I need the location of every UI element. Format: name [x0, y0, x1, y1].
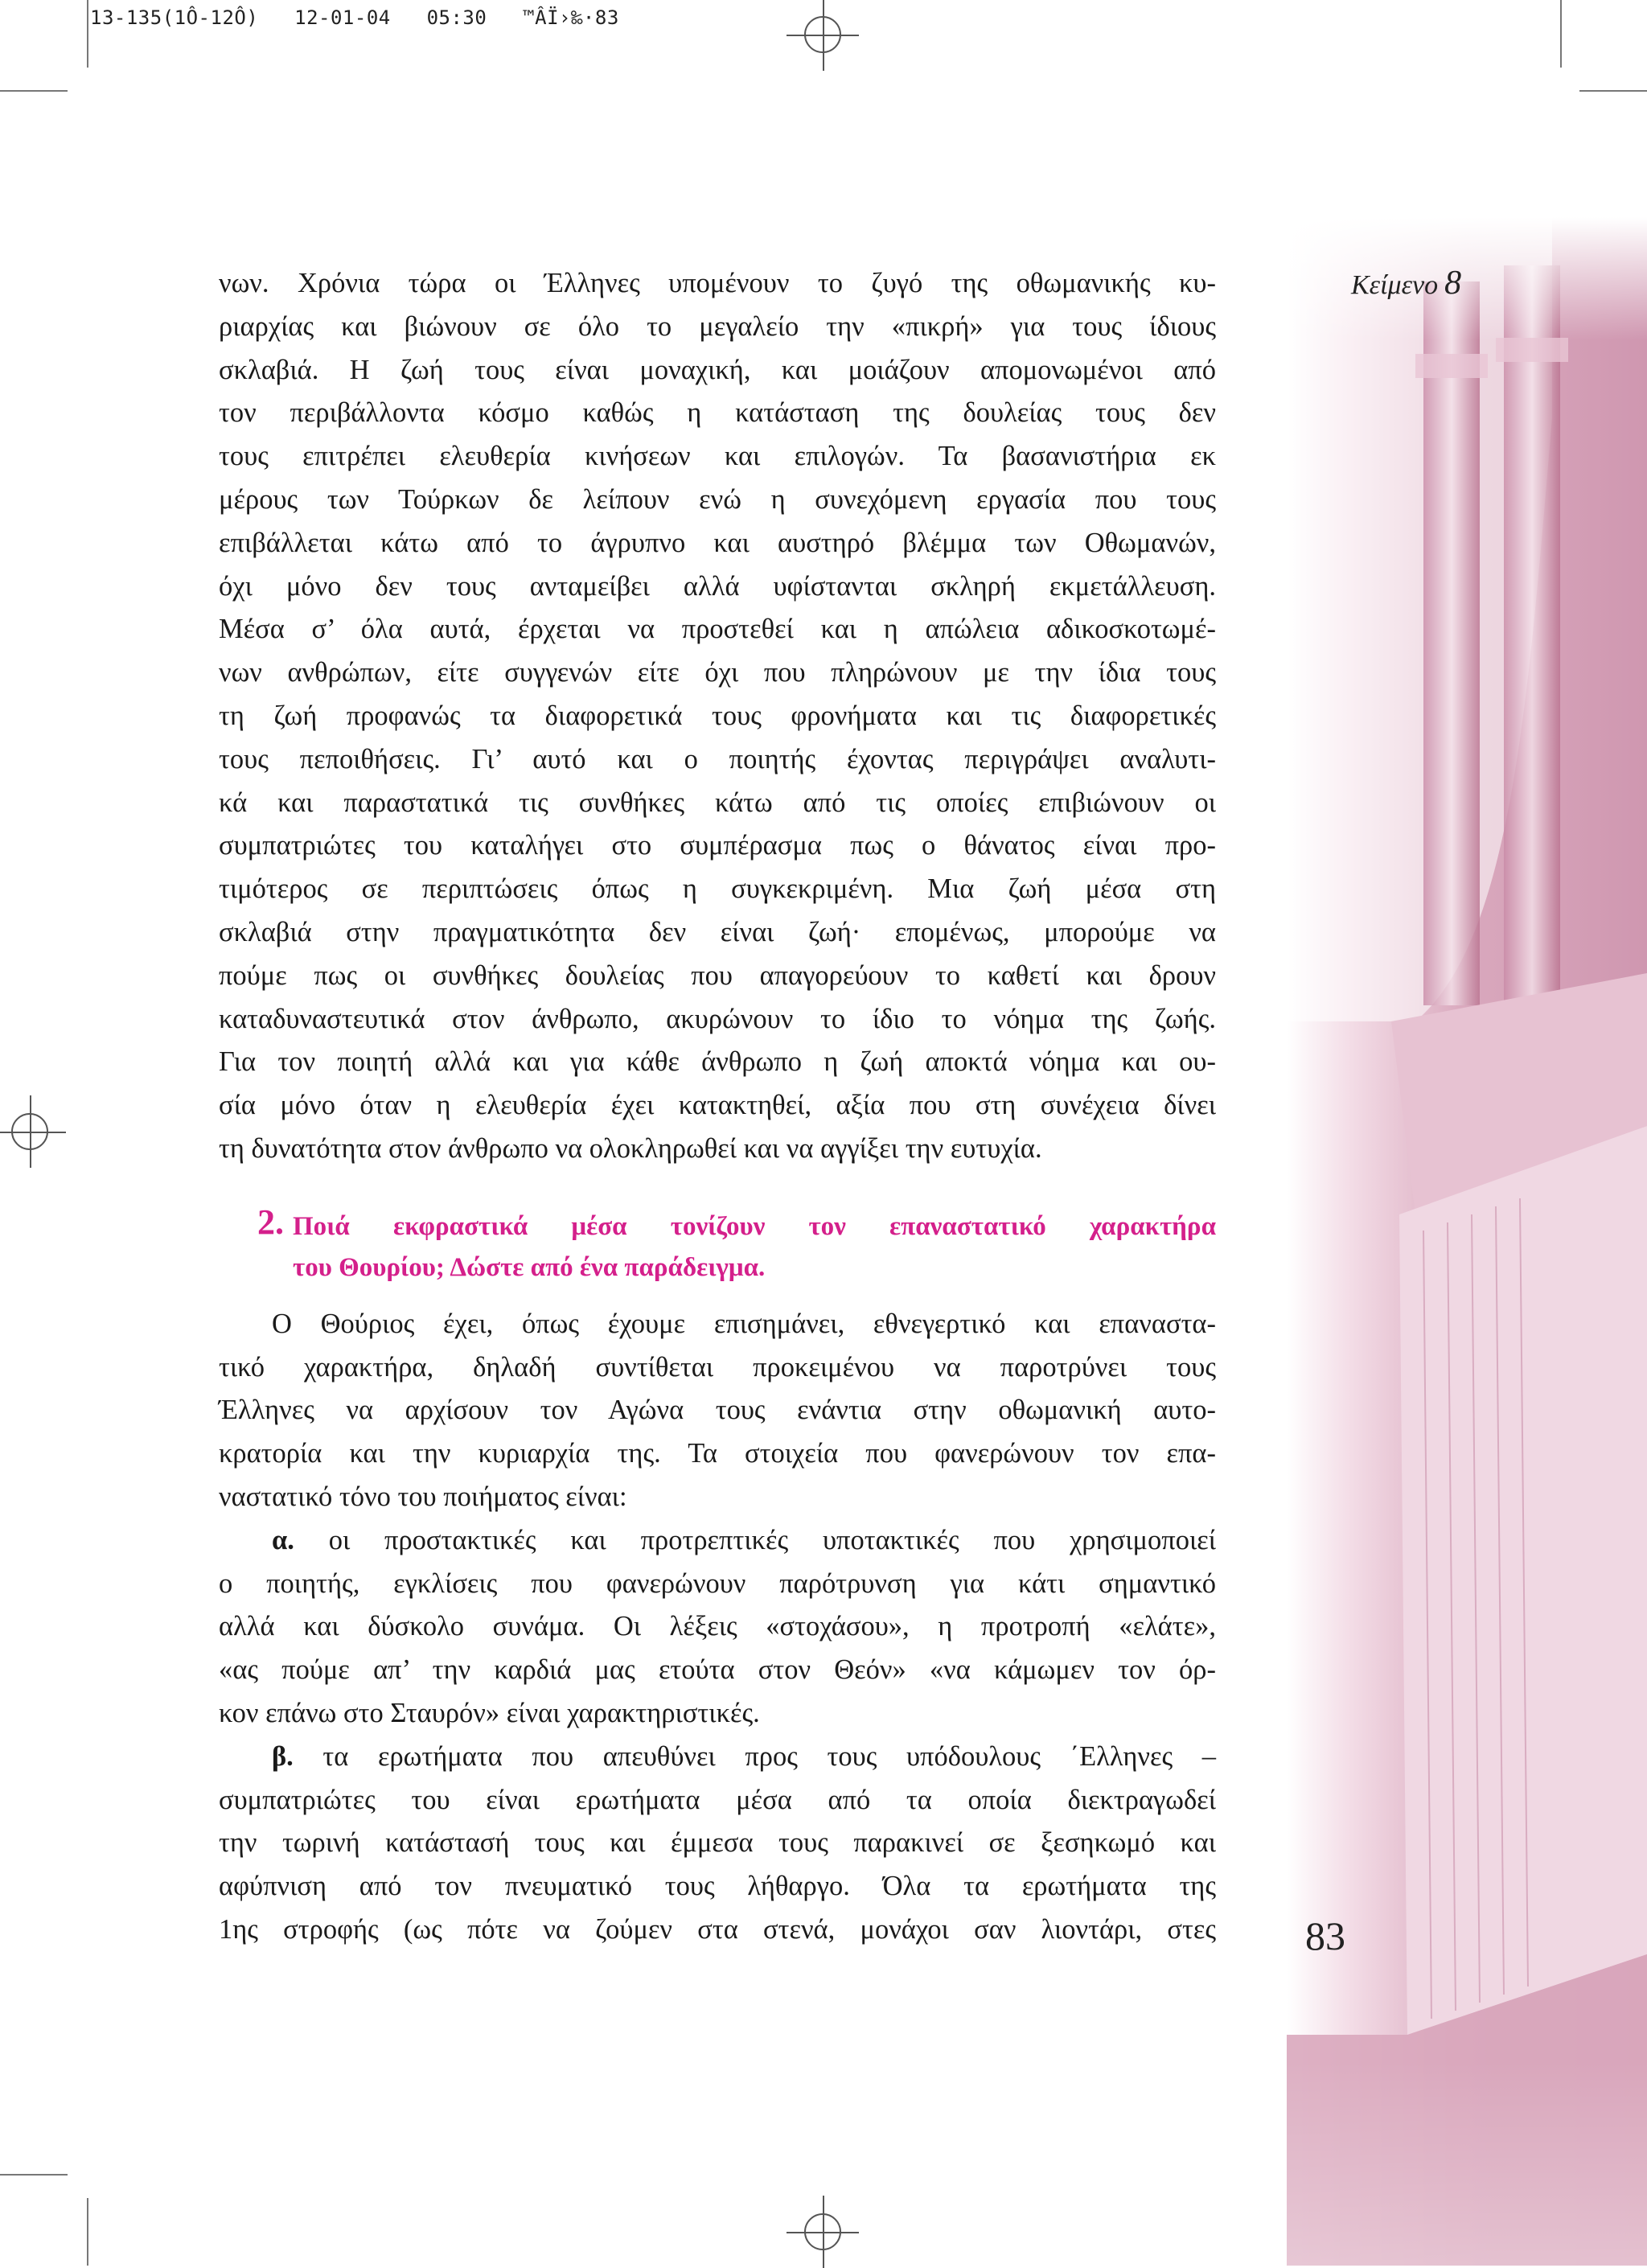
- text-line: πούμε πως οι συνθήκες δουλείας που απαγορεύουν το καθετί και δρουν: [219, 959, 1216, 991]
- text-line: 1ης στροφής (ως πότε να ζούμεν στα στενά, μονάχοι σαν λιοντάρι, στες: [219, 1913, 1216, 1945]
- text-line: τα ερωτήματα που απευθύνει προς τους υπόδουλους ΄Ελληνες –: [293, 1740, 1216, 1772]
- text-line: ο ποιητής, εγκλίσεις που φανερώνουν παρότρυνση για κάτι σημαντικό: [219, 1567, 1216, 1599]
- chapter-label: [1351, 264, 1461, 302]
- text-line: σία μόνο όταν η ελευθερία έχει κατακτηθεί, αξία που στη συνέχεια δίνει: [219, 1090, 1216, 1121]
- question-heading: [219, 1202, 1216, 1288]
- page-number: 83: [1305, 1913, 1345, 1958]
- question-line: Ποιά εκφραστικά μέσα τονίζουν τον επαναστατικό χαρακτήρα: [293, 1211, 1216, 1241]
- text-line: τη δυνατότητα στον άνθρωπο να ολοκληρωθεί και να αγγίξει την ευτυχία.: [219, 1132, 1042, 1164]
- text-line: όχι μόνο δεν τους ανταμείβει αλλά υφίστανται σκληρή εκμετάλλευση.: [219, 570, 1216, 602]
- item-marker: α.: [272, 1524, 294, 1555]
- text-line: ριαρχίας και βιώνουν σε όλο το μεγαλείο την «πικρή» για τους ίδιους: [219, 310, 1216, 342]
- text-line: κά και παραστατικά τις συνθήκες κάτω από τις οποίες επιβιώνουν οι: [219, 787, 1216, 818]
- text-line: κον επάνω στο Σταυρόν» είναι χαρακτηριστικές.: [219, 1697, 760, 1728]
- text-line: την τωρινή κατάστασή τους και έμμεσα τους παρακινεί σε ξεσηκωμό και: [219, 1827, 1216, 1859]
- registration-mark: [804, 2213, 841, 2250]
- text-line: σκλαβιά στην πραγματικότητα δεν είναι ζωή· επομένως, μπορούμε να: [219, 916, 1216, 947]
- text-line: τικό χαρακτήρα, δηλαδή συντίθεται προκειμένου να παροτρύνει τους: [219, 1351, 1216, 1383]
- crop-mark: [87, 2198, 88, 2266]
- text-line: Έλληνες να αρχίσουν τον Αγώνα τους ενάντια στην οθωμανική αυτο-: [219, 1395, 1216, 1426]
- text-line: αλλά και δύσκολο συνάμα. Οι λέξεις «στοχάσου», η προτροπή «ελάτε»,: [219, 1611, 1216, 1642]
- text-line: νων. Χρόνια τώρα οι Έλληνες υπομένουν το ζυγό της οθωμανικής κυ-: [219, 268, 1216, 298]
- text-line: τον περιβάλλοντα κόσμο καθώς η κατάσταση της δουλείας τους δεν: [219, 397, 1216, 429]
- text-line: κρατορία και την κυριαρχία της. Τα στοιχεία που φανερώνουν τον επα-: [219, 1438, 1216, 1469]
- question-line: του Θουρίου; Δώστε από ένα παράδειγμα.: [293, 1252, 766, 1282]
- text-line: ναστατικό τόνο του ποιήματος είναι:: [219, 1481, 627, 1512]
- chapter-title: Κείμενο: [1351, 270, 1439, 300]
- text-line: μέρους των Τούρκων δε λείπουν ενώ η συνεχόμενη εργασία που τους: [219, 483, 1216, 515]
- crop-mark: [0, 90, 68, 92]
- crop-mark: [0, 2174, 68, 2176]
- text-line: «ας πούμε απ’ την καρδιά μας ετούτα στον Θεόν» «να κάμωμεν τον όρ-: [219, 1654, 1216, 1686]
- question-number: 2.: [257, 1202, 284, 1242]
- main-text: [219, 262, 1216, 1952]
- text-line: νων ανθρώπων, είτε συγγενών είτε όχι που πληρώνουν με την ίδια τους: [219, 657, 1216, 688]
- text-line: επιβάλλεται κάτω από το άγρυπνο και αυστηρό βλέμμα των Οθωμανών,: [219, 527, 1216, 558]
- chapter-number: 8: [1444, 265, 1462, 302]
- text-line: καταδυναστευτικά στον άνθρωπο, ακυρώνουν το ίδιο το νόημα της ζωής.: [219, 1003, 1216, 1034]
- text-line: τους πεποιθήσεις. Γι’ αυτό και ο ποιητής έχοντας περιγράψει αναλυτι-: [219, 743, 1216, 774]
- text-line: τους επιτρέπει ελευθερία κινήσεων και επιλογών. Τα βασανιστήρια εκ: [219, 441, 1216, 472]
- text-line: τιμότερος σε περιπτώσεις όπως η συγκεκριμένη. Μια ζωή μέσα στη: [219, 873, 1216, 905]
- crop-mark: [1579, 90, 1647, 92]
- print-slug: 13-135(1Ô-12Ô) 12-01-04 05:30 ™ÂÏ›‰·83: [90, 6, 619, 29]
- text-line: σκλαβιά. Η ζωή τους είναι μοναχική, και μοιάζουν απομονωμένοι από: [219, 354, 1216, 385]
- registration-mark: [11, 1113, 48, 1150]
- text-line: συμπατριώτες του είναι ερωτήματα μέσα από τα οποία διεκτραγωδεί: [219, 1784, 1216, 1815]
- text-line: αφύπνιση από τον πνευματικό τους λήθαργο. Όλα τα ερωτήματα της: [219, 1871, 1216, 1902]
- text-line: συμπατριώτες του καταλήγει στο συμπέρασμα πως ο θάνατος είναι προ-: [219, 830, 1216, 861]
- crop-mark: [1560, 0, 1562, 68]
- list-item-b: [219, 1736, 1216, 1779]
- registration-mark: [804, 16, 841, 53]
- text-line: Για τον ποιητή αλλά και για κάθε άνθρωπο η ζωή αποκτά νόημα και ου-: [219, 1046, 1216, 1078]
- item-marker: β.: [272, 1740, 294, 1772]
- crop-mark: [87, 0, 88, 68]
- text-line: Μέσα σ’ όλα αυτά, έρχεται να προστεθεί και η απώλεια αδικοσκοτωμέ-: [219, 614, 1216, 645]
- text-line: οι προστακτικές και προτρεπτικές υποτακτικές που χρησιμοποιεί: [294, 1524, 1216, 1555]
- text-line: τη ζωή προφανώς τα διαφορετικά τους φρονήματα και τις διαφορετικές: [219, 700, 1216, 731]
- text-line: Ο Θούριος έχει, όπως έχουμε επισημάνει, εθνεγερτικό και επαναστα-: [272, 1308, 1216, 1339]
- list-item-a: [219, 1519, 1216, 1563]
